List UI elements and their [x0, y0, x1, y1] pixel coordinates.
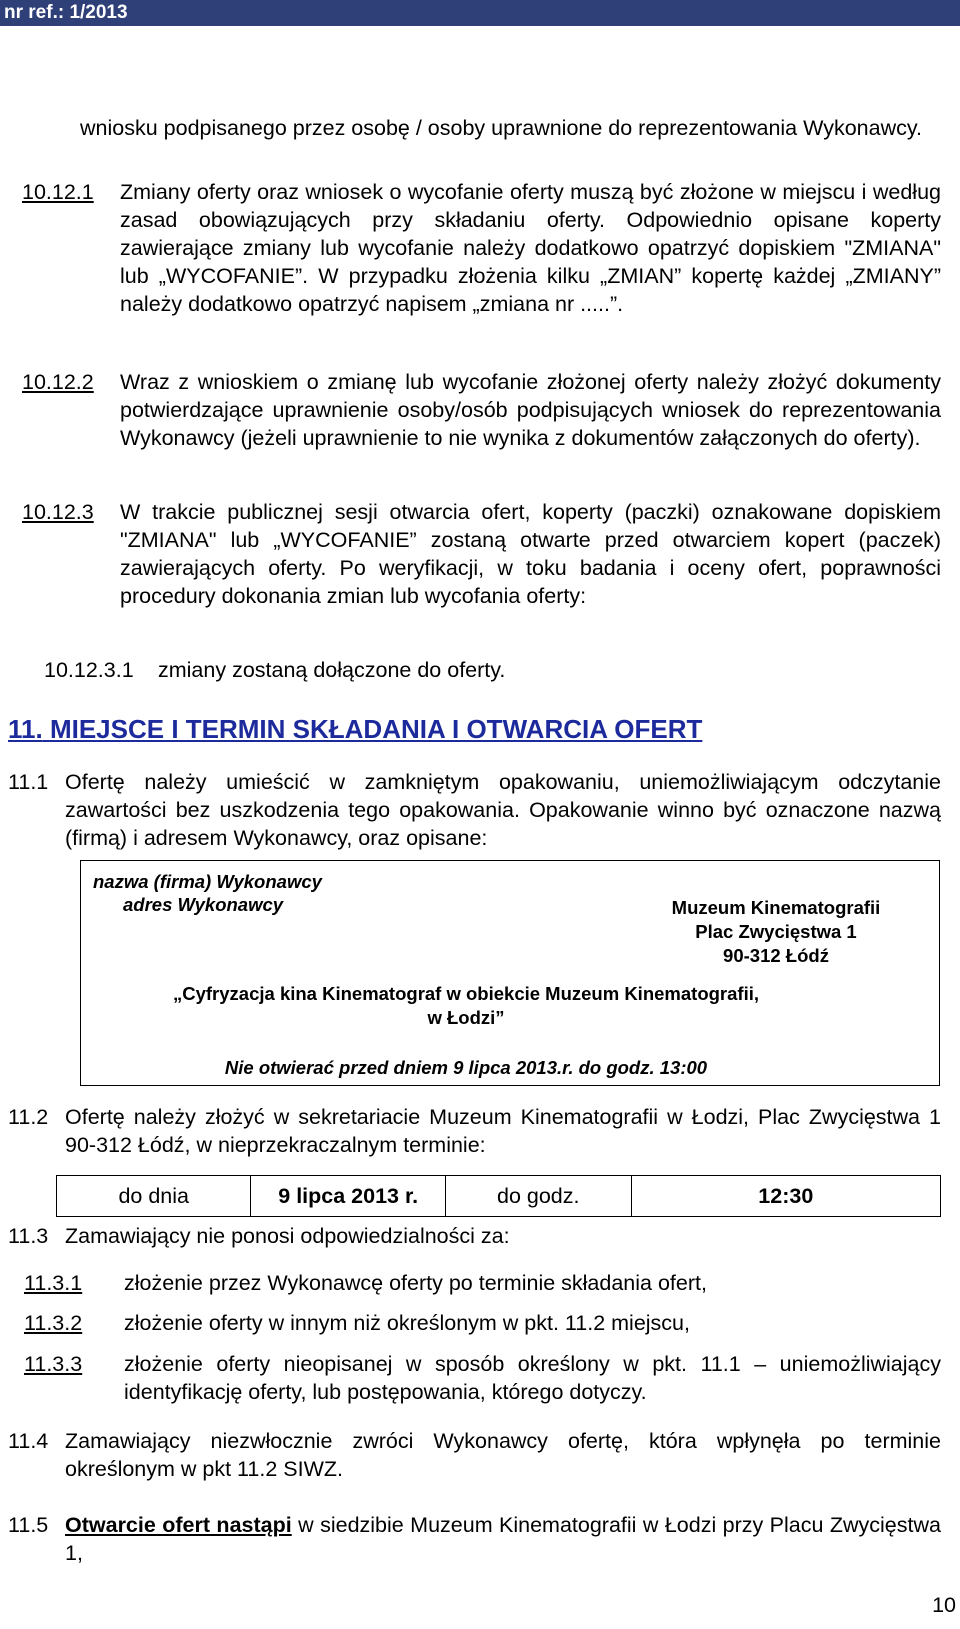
- deadline-table: [56, 1175, 941, 1217]
- section-number-11-3-1: 11.3.1: [24, 1271, 83, 1295]
- section-number-11-1: 11.1: [8, 770, 49, 794]
- section-10-12-3-text: W trakcie publicznej sesji otwarcia ofert, koperty (paczki) oznakowane dopiskiem "ZMIANA" lub „WYCOFANIE” zostaną otwarte przed otwarciem kopert (paczek) zawierających oferty. Po weryfikacji, w toku badania i oceny ofert, poprawności procedury dokonania zmian lub wycofania oferty:: [120, 500, 941, 608]
- deadline-time-value: 12:30: [631, 1176, 940, 1217]
- reference-number: nr ref.: 1/2013: [4, 2, 128, 23]
- envelope-notice: Nie otwierać przed dniem 9 lipca 2013.r. do godz. 13:00: [224, 1057, 708, 1078]
- page-number: 10: [932, 1593, 956, 1617]
- section-11-4-text: Zamawiający niezwłocznie zwróci Wykonawcy ofertę, która wpłynęła po terminie określonym w pkt 11.2 SIWZ.: [65, 1429, 941, 1481]
- section-11-2-text: Ofertę należy złożyć w sekretariacie Muzeum Kinematografii w Łodzi, Plac Zwycięstwa 1 90-312 Łódź, w nieprzekraczalnym terminie:: [65, 1105, 941, 1157]
- section-number-10-12-2: 10.12.2: [22, 370, 94, 394]
- envelope-recipient-line2: Plac Zwycięstwa 1: [695, 921, 857, 942]
- section-10-12-2-text: Wraz z wnioskiem o zmianę lub wycofanie złożonej oferty należy złożyć dokumenty potwierdzające uprawnienie osoby/osób podpisujących wniosek do reprezentowania Wykonawcy (jeżeli uprawnienie to nie wynika z dokumentów załączonych do oferty).: [120, 370, 941, 450]
- section-10-12-3-1-text: zmiany zostaną dołączone do oferty.: [158, 658, 506, 682]
- section-11-title: MIEJSCE I TERMIN SKŁADANIA I OTWARCIA OFERT: [49, 714, 703, 744]
- envelope-recipient-line3: 90-312 Łódź: [723, 945, 829, 966]
- section-11-3-1-text: złożenie przez Wykonawcę oferty po terminie składania ofert,: [124, 1271, 707, 1295]
- section-11-number: 11.: [8, 714, 43, 744]
- section-11-5-lead: Otwarcie ofert nastąpi: [65, 1513, 292, 1537]
- section-11-1-text: Ofertę należy umieścić w zamkniętym opakowaniu, uniemożliwiającym odczytanie zawartości bez uszkodzenia tego opakowania. Opakowanie winno być oznaczone nazwą (firmą) i adresem Wykonawcy, oraz opisane:: [65, 770, 941, 850]
- section-number-11-5: 11.5: [8, 1513, 49, 1537]
- deadline-time-label: do godz.: [445, 1176, 631, 1217]
- section-11-3-2-text: złożenie oferty w innym niż określonym w pkt. 11.2 miejscu,: [124, 1311, 690, 1335]
- envelope-subject-line2: w Łodzi”: [427, 1007, 505, 1028]
- section-11-3-text: Zamawiający nie ponosi odpowiedzialności za:: [65, 1224, 510, 1248]
- section-number-11-2: 11.2: [8, 1105, 49, 1129]
- section-11-5-text: w siedzibie Muzeum Kinematografii w Łodzi przy Placu Zwycięstwa 1,: [65, 1513, 941, 1565]
- section-number-11-3-3: 11.3.3: [24, 1352, 83, 1376]
- envelope-recipient-line1: Muzeum Kinematografii: [671, 897, 881, 918]
- envelope-sender-address: adres Wykonawcy: [123, 894, 284, 915]
- section-11-5-paragraph: [65, 1511, 941, 1567]
- section-number-11-3: 11.3: [8, 1224, 49, 1248]
- deadline-date-label: do dnia: [57, 1176, 251, 1217]
- intro-paragraph: wniosku podpisanego przez osobę / osoby uprawnione do reprezentowania Wykonawcy.: [80, 116, 922, 140]
- envelope-label-box: [80, 860, 940, 1086]
- section-number-11-3-2: 11.3.2: [24, 1311, 83, 1335]
- section-number-10-12-1: 10.12.1: [22, 180, 94, 204]
- section-number-10-12-3: 10.12.3: [22, 500, 94, 524]
- envelope-sender-name: nazwa (firma) Wykonawcy: [93, 871, 322, 892]
- envelope-subject-line1: „Cyfryzacja kina Kinematograf w obiekcie Muzeum Kinematografii,: [173, 983, 759, 1004]
- section-number-11-4: 11.4: [8, 1429, 49, 1453]
- document-header: [0, 0, 960, 26]
- section-number-10-12-3-1: 10.12.3.1: [44, 658, 134, 682]
- section-11-heading: [8, 714, 702, 745]
- deadline-date-value: 9 lipca 2013 r.: [251, 1176, 445, 1217]
- section-10-12-1-text: Zmiany oferty oraz wniosek o wycofanie oferty muszą być złożone w miejscu i według zasad obowiązujących przy składaniu oferty. Odpowiednio opisane koperty zawierające zmiany lub wycofanie należy dodatkowo opatrzyć dopiskiem "ZMIANA" lub „WYCOFANIE”. W przypadku złożenia kilku „ZMIAN” kopertę każdej „ZMIANY” należy dodatkowo opatrzyć napisem „zmiana nr .....”.: [120, 180, 941, 316]
- section-11-3-3-text: złożenie oferty nieopisanej w sposób określony w pkt. 11.1 – uniemożliwiający identyfikację oferty, lub postępowania, którego dotyczy.: [124, 1352, 941, 1404]
